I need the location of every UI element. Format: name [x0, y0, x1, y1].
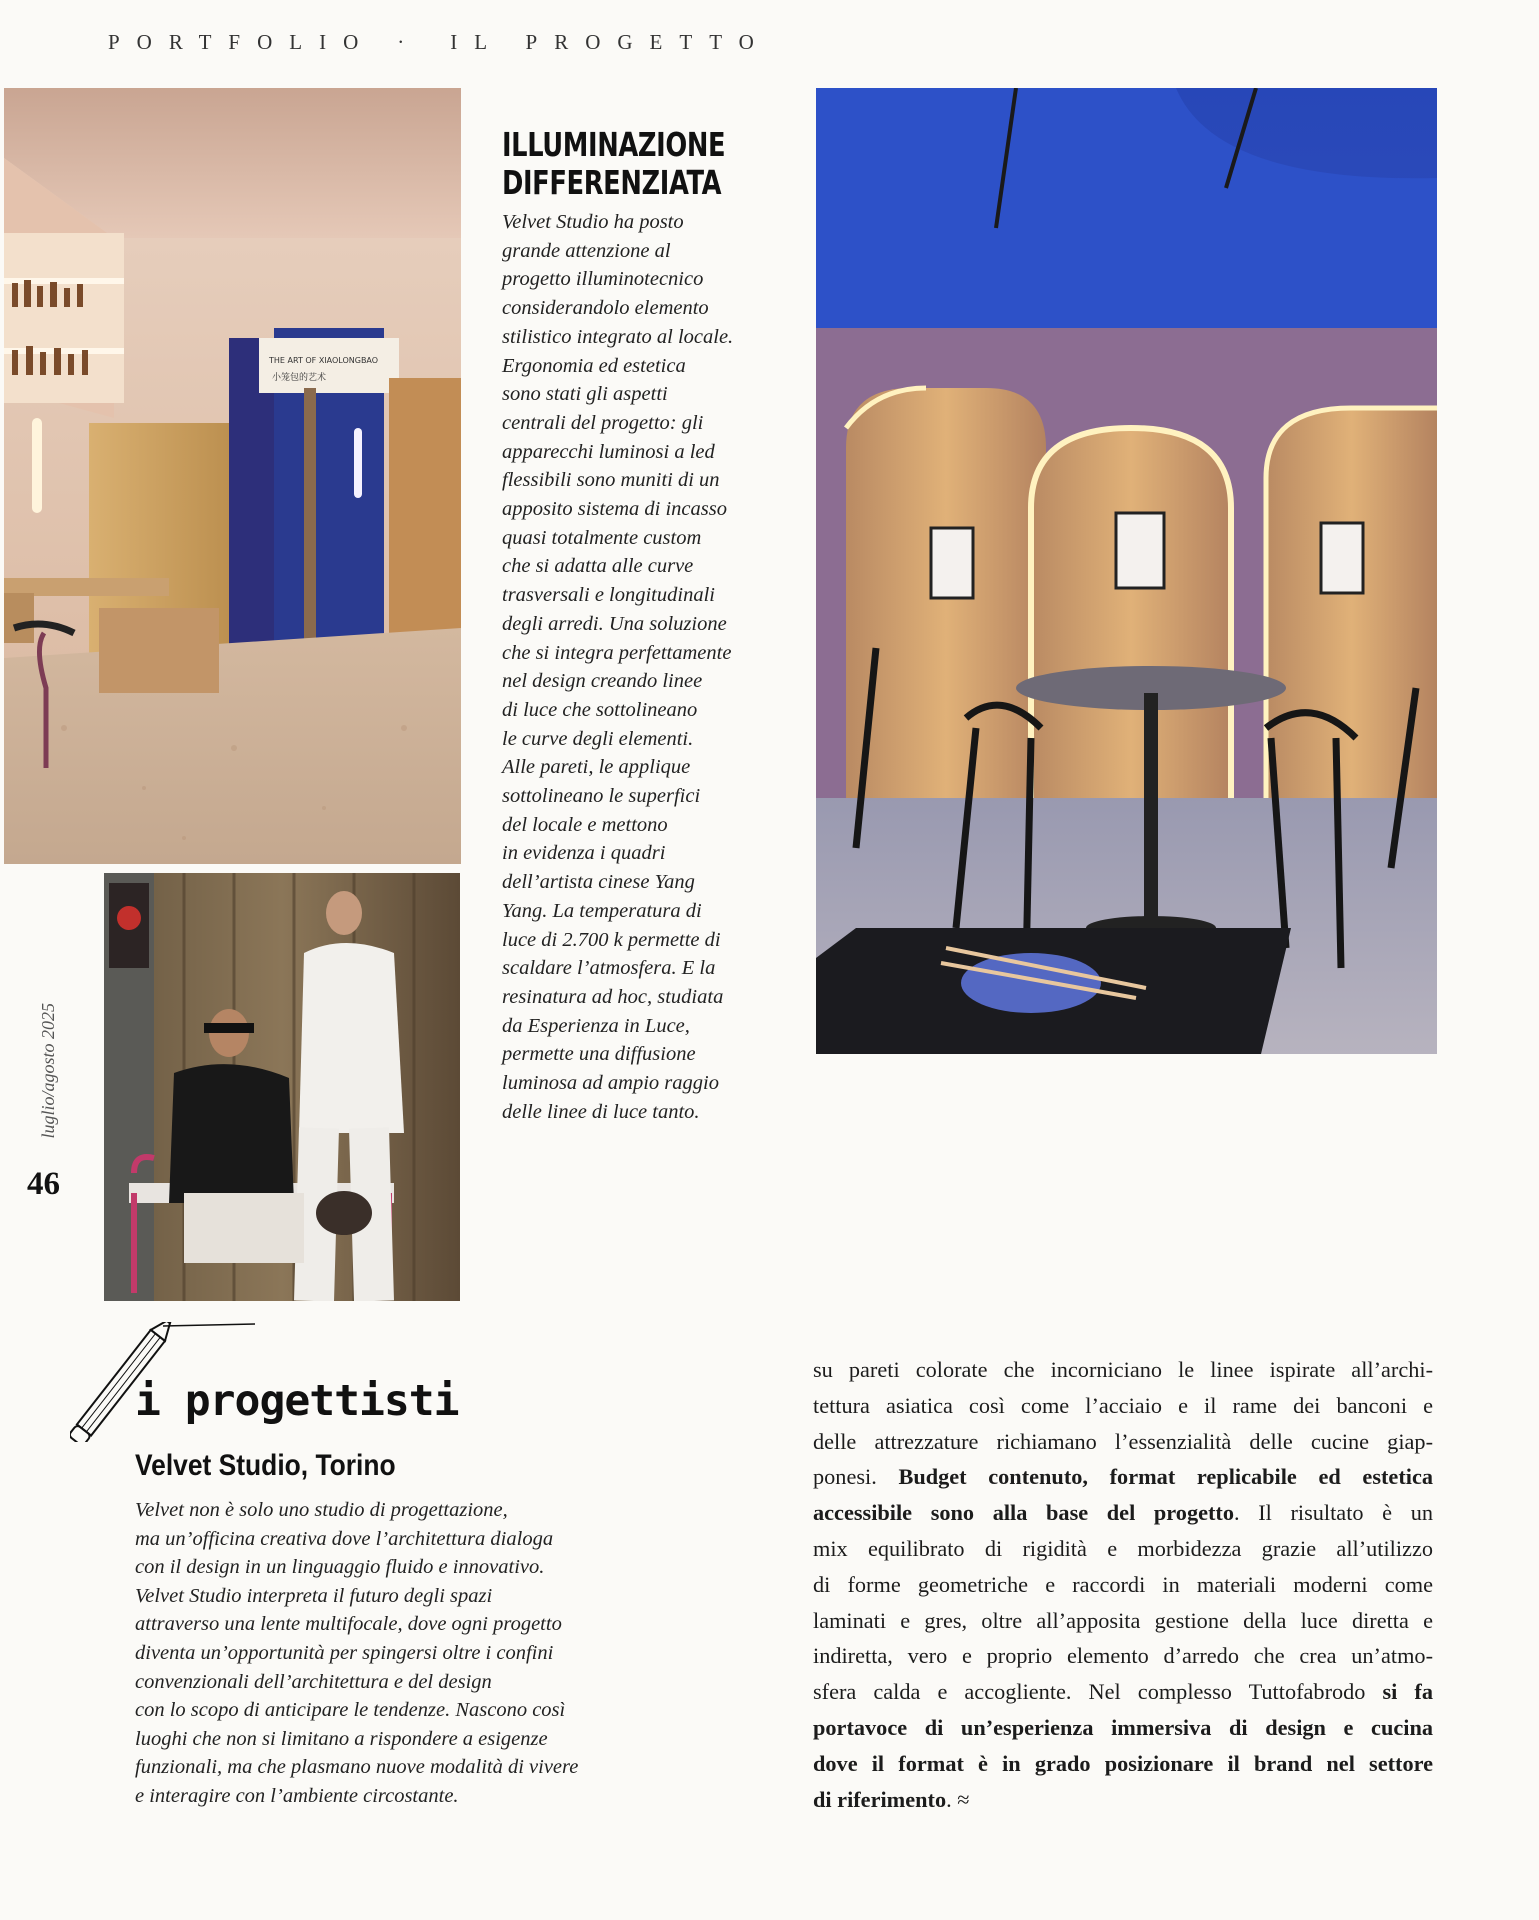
sidebar-line: sono stati gli aspetti	[502, 383, 668, 406]
issue-date: luglio/agosto 2025	[38, 1003, 58, 1139]
sidebar-line: apposito sistema di incasso	[502, 498, 727, 521]
main-bold-text: accessibile sono alla base del progetto	[813, 1500, 1234, 1526]
sidebar-line: le curve degli elementi.	[502, 727, 694, 750]
bio-line: attraverso una lente multifocale, dove ogni progetto	[135, 1613, 562, 1636]
interior-sign-chinese: 小笼包的艺术	[272, 373, 327, 383]
designers-portrait-photo	[104, 873, 460, 1301]
main-bold-text: portavoce di un’esperienza immersiva di design e cucina	[813, 1714, 1433, 1740]
header-section: PORTFOLIO	[108, 30, 376, 54]
running-header	[108, 30, 771, 55]
sidebar-line: da Esperienza in Luce,	[502, 1014, 690, 1037]
sidebar-line: sottolineano le superfici	[502, 785, 701, 808]
sidebar-line: apparecchi luminosi a led	[502, 440, 715, 463]
main-line	[813, 1674, 1433, 1710]
sidebar-line: grande attenzione al	[502, 239, 671, 262]
sidebar-line: che si integra perfettamente	[502, 641, 732, 664]
bio-line: con lo scopo di anticipare le tendenze. Nascono così	[135, 1699, 566, 1722]
sidebar-body	[502, 208, 787, 1127]
main-text: ponesi.	[813, 1464, 899, 1490]
bio-line: ma un’officina creativa dove l’architettura dialoga	[135, 1527, 554, 1550]
heading-line-2: DIFFERENZIATA	[502, 163, 722, 202]
main-column-text	[813, 1352, 1433, 1817]
sidebar-line: del locale e mettono	[502, 813, 668, 836]
sidebar-line: progetto illuminotecnico	[502, 268, 704, 291]
bio-line: luoghi che non si limitano a rispondere a esigenze	[135, 1727, 548, 1750]
main-line: indiretta, vero e proprio elemento d’arredo che crea un’atmo-	[813, 1643, 1433, 1669]
sidebar-line: di luce che sottolineano	[502, 698, 698, 721]
sidebar-line: permette una diffusione	[502, 1043, 696, 1066]
main-text: . Il risultato è un	[1234, 1500, 1433, 1526]
main-line: tettura asiatica così come l’acciaio e il rame dei banconi e	[813, 1392, 1433, 1418]
sidebar-line: stilistico integrato al locale.	[502, 325, 734, 348]
bio-line: convenzionali dell’architettura e del design	[135, 1670, 492, 1693]
sidebar-line: quasi totalmente custom	[502, 526, 702, 549]
main-text: sfera calda e accogliente. Nel complesso Tuttofabrodo	[813, 1679, 1383, 1705]
blue-room-photo	[816, 88, 1437, 1054]
main-line	[813, 1782, 1433, 1818]
header-subsection: IL PROGETTO	[450, 30, 771, 54]
sidebar-line: nel design creando linee	[502, 670, 703, 693]
sidebar-line: resinatura ad hoc, studiata	[502, 985, 724, 1008]
designer-bio	[135, 1496, 695, 1811]
sidebar-line: scaldare l’atmosfera. E la	[502, 957, 716, 980]
main-bold-text: si fa	[1382, 1679, 1433, 1705]
sidebar-line: luce di 2.700 k permette di	[502, 928, 721, 951]
sidebar-line: centrali del progetto: gli	[502, 411, 704, 434]
sidebar-line: Velvet Studio ha posto	[502, 211, 684, 233]
sidebar-line: in evidenza i quadri	[502, 842, 666, 865]
interior-photo	[4, 88, 461, 864]
main-line: laminati e gres, oltre all’apposita gestione della luce diretta e	[813, 1607, 1433, 1633]
sidebar-line: trasversali e longitudinali	[502, 584, 715, 607]
bio-line: diventa un’opportunità per spingersi oltre i confini	[135, 1641, 554, 1664]
sidebar-line: dell’artista cinese Yang	[502, 871, 695, 894]
main-line	[813, 1746, 1433, 1782]
sidebar-line: delle linee di luce tanto.	[502, 1100, 700, 1123]
main-line: mix equilibrato di rigidità e morbidezza grazie all’utilizzo	[813, 1535, 1433, 1561]
main-bold-text: dove il format è in grado posizionare il brand nel settore	[813, 1750, 1433, 1776]
main-line	[813, 1495, 1433, 1531]
interior-sign-text: THE ART OF XIAOLONGBAO	[269, 356, 379, 365]
bio-line: e interagire con l’ambiente circostante.	[135, 1784, 459, 1807]
sidebar-line: Alle pareti, le applique	[502, 756, 691, 779]
article-heading	[502, 126, 736, 202]
header-separator: ·	[397, 30, 405, 54]
sidebar-line: che si adatta alle curve	[502, 555, 694, 578]
bio-line: con il design in un linguaggio fluido e innovativo.	[135, 1556, 545, 1579]
main-line: delle attrezzature richiamano l’essenzialità delle cucine giap-	[813, 1428, 1433, 1454]
designer-name: Velvet Studio, Torino	[135, 1449, 396, 1482]
main-line: su pareti colorate che incorniciano le linee ispirate all’archi-	[813, 1357, 1433, 1382]
main-bold-text: Budget contenuto, format replicabile ed estetica	[898, 1464, 1433, 1490]
main-bold-text: di riferimento	[813, 1786, 947, 1812]
main-line	[813, 1710, 1433, 1746]
main-text: . ≈	[946, 1786, 970, 1812]
sidebar-line: degli arredi. Una soluzione	[502, 612, 727, 635]
sidebar-line: considerandolo elemento	[502, 297, 709, 320]
designers-section-title: i progettisti	[135, 1376, 459, 1426]
sidebar-line: Yang. La temperatura di	[502, 899, 702, 922]
heading-line-1: ILLUMINAZIONE	[502, 125, 726, 164]
main-line: di forme geometriche e raccordi in materiali moderni come	[813, 1571, 1433, 1597]
sidebar-line: luminosa ad ampio raggio	[502, 1072, 719, 1095]
sidebar-line: flessibili sono muniti di un	[502, 469, 720, 492]
bio-line: Velvet non è solo uno studio di progettazione,	[135, 1499, 508, 1521]
page-number: 46	[27, 1166, 60, 1202]
main-line	[813, 1459, 1433, 1495]
bio-line: Velvet Studio interpreta il futuro degli spazi	[135, 1584, 493, 1607]
sidebar-line: Ergonomia ed estetica	[502, 354, 686, 377]
bio-line: funzionali, ma che plasmano nuove modalità di vivere	[135, 1756, 579, 1779]
